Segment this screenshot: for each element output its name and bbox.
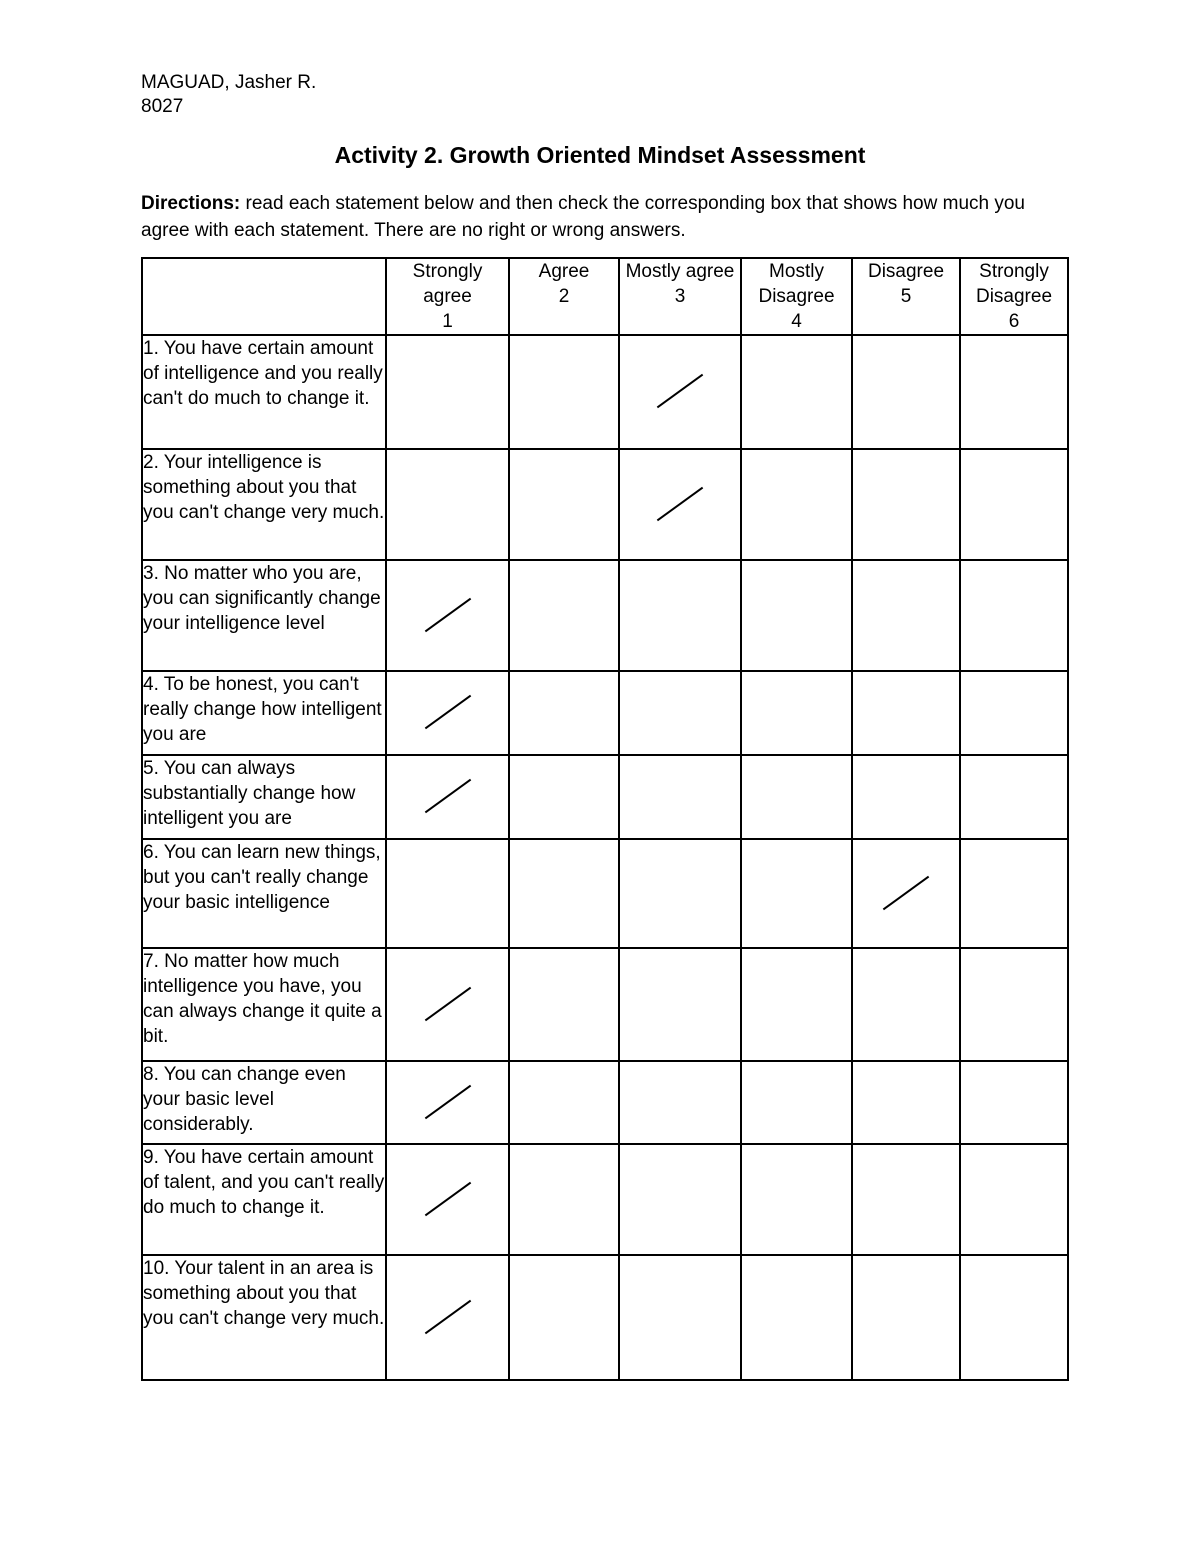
column-header-1 <box>386 258 509 335</box>
answer-box-2[interactable] <box>509 335 619 449</box>
check-mark <box>657 374 703 409</box>
answer-box-1[interactable] <box>386 1061 509 1144</box>
answer-box-1[interactable] <box>386 948 509 1061</box>
check-mark <box>424 695 470 730</box>
column-header-5 <box>852 258 960 335</box>
answer-box-6[interactable] <box>960 839 1068 948</box>
column-label: Agree <box>538 261 590 282</box>
answer-box-5[interactable] <box>852 671 960 755</box>
statement-cell: 6. You can learn new things, but you can't really change your basic intelligence <box>142 839 386 948</box>
check-mark <box>424 986 470 1021</box>
answer-box-2[interactable] <box>509 755 619 839</box>
column-number: 3 <box>674 286 686 307</box>
answer-box-3[interactable] <box>619 449 741 560</box>
answer-box-1[interactable] <box>386 1255 509 1380</box>
answer-box-4[interactable] <box>741 839 852 948</box>
table-row <box>142 335 1068 449</box>
answer-box-3[interactable] <box>619 839 741 948</box>
check-mark <box>657 486 703 521</box>
answer-box-3[interactable] <box>619 1061 741 1144</box>
answer-box-6[interactable] <box>960 335 1068 449</box>
answer-box-3[interactable] <box>619 335 741 449</box>
answer-box-4[interactable] <box>741 560 852 671</box>
corner-cell <box>142 258 386 335</box>
column-header-4 <box>741 258 852 335</box>
answer-box-6[interactable] <box>960 449 1068 560</box>
column-label: Strongly Disagree <box>975 261 1053 307</box>
column-header-3 <box>619 258 741 335</box>
table-row <box>142 1144 1068 1255</box>
assessment-table <box>141 257 1069 1381</box>
directions-label: Directions: <box>141 193 241 214</box>
header-row <box>142 258 1068 335</box>
table-row <box>142 755 1068 839</box>
answer-box-4[interactable] <box>741 1144 852 1255</box>
table-row <box>142 1061 1068 1144</box>
column-label: Disagree <box>867 261 945 282</box>
answer-box-3[interactable] <box>619 560 741 671</box>
statement-cell: 3. No matter who you are, you can significantly change your intelligence level <box>142 560 386 671</box>
statement-cell: 4. To be honest, you can't really change how intelligent you are <box>142 671 386 755</box>
answer-box-5[interactable] <box>852 948 960 1061</box>
statement-cell: 9. You have certain amount of talent, and you can't really do much to change it. <box>142 1144 386 1255</box>
student-info <box>141 71 316 119</box>
table-row <box>142 560 1068 671</box>
answer-box-3[interactable] <box>619 948 741 1061</box>
answer-box-4[interactable] <box>741 948 852 1061</box>
table-row <box>142 839 1068 948</box>
answer-box-6[interactable] <box>960 560 1068 671</box>
statement-cell: 10. Your talent in an area is something about you that you can't change very much. <box>142 1255 386 1380</box>
statement-cell: 7. No matter how much intelligence you have, you can always change it quite a bit. <box>142 948 386 1061</box>
answer-box-1[interactable] <box>386 335 509 449</box>
answer-box-2[interactable] <box>509 839 619 948</box>
answer-box-5[interactable] <box>852 1255 960 1380</box>
table-body <box>142 335 1068 1380</box>
answer-box-3[interactable] <box>619 671 741 755</box>
answer-box-3[interactable] <box>619 1144 741 1255</box>
directions <box>141 190 1071 244</box>
answer-box-1[interactable] <box>386 755 509 839</box>
answer-box-6[interactable] <box>960 948 1068 1061</box>
statement-cell: 1. You have certain amount of intelligence and you really can't do much to change it. <box>142 335 386 449</box>
student-id: 8027 <box>141 96 184 117</box>
check-mark <box>424 1181 470 1216</box>
table-row <box>142 1255 1068 1380</box>
statement-cell: 5. You can always substantially change how intelligent you are <box>142 755 386 839</box>
answer-box-5[interactable] <box>852 755 960 839</box>
answer-box-4[interactable] <box>741 1255 852 1380</box>
column-label: Strongly agree <box>412 261 483 307</box>
column-number: 6 <box>1008 311 1020 332</box>
answer-box-6[interactable] <box>960 755 1068 839</box>
answer-box-3[interactable] <box>619 755 741 839</box>
column-number: 1 <box>442 311 453 332</box>
answer-box-5[interactable] <box>852 560 960 671</box>
table-row <box>142 948 1068 1061</box>
column-header-2 <box>509 258 619 335</box>
answer-box-1[interactable] <box>386 671 509 755</box>
directions-text: read each statement below and then check the corresponding box that shows how much you agree with each statement. There are no right or wrong answers. <box>141 193 1026 241</box>
page-title: Activity 2. Growth Oriented Mindset Assessment <box>334 142 866 168</box>
answer-box-2[interactable] <box>509 1144 619 1255</box>
check-mark <box>424 1299 470 1334</box>
answer-box-6[interactable] <box>960 1061 1068 1144</box>
answer-box-1[interactable] <box>386 449 509 560</box>
answer-box-3[interactable] <box>619 1255 741 1380</box>
check-mark <box>424 779 470 814</box>
answer-box-5[interactable] <box>852 335 960 449</box>
answer-box-4[interactable] <box>741 1061 852 1144</box>
statement-cell: 8. You can change even your basic level considerably. <box>142 1061 386 1144</box>
answer-box-6[interactable] <box>960 1255 1068 1380</box>
answer-box-4[interactable] <box>741 755 852 839</box>
column-number: 2 <box>558 286 570 307</box>
statement-cell: 2. Your intelligence is something about you that you can't change very much. <box>142 449 386 560</box>
answer-box-2[interactable] <box>509 1255 619 1380</box>
column-header-6 <box>960 258 1068 335</box>
answer-box-2[interactable] <box>509 1061 619 1144</box>
answer-box-6[interactable] <box>960 671 1068 755</box>
answer-box-4[interactable] <box>741 335 852 449</box>
answer-box-4[interactable] <box>741 449 852 560</box>
answer-box-1[interactable] <box>386 560 509 671</box>
answer-box-2[interactable] <box>509 948 619 1061</box>
answer-box-2[interactable] <box>509 449 619 560</box>
answer-box-2[interactable] <box>509 560 619 671</box>
column-number: 4 <box>791 311 802 332</box>
column-label: Mostly agree <box>625 261 735 282</box>
check-mark <box>883 875 929 910</box>
answer-box-2[interactable] <box>509 671 619 755</box>
check-mark <box>424 597 470 632</box>
check-mark <box>424 1084 470 1119</box>
column-number: 5 <box>900 286 912 307</box>
answer-box-6[interactable] <box>960 1144 1068 1255</box>
answer-box-5[interactable] <box>852 1144 960 1255</box>
answer-box-5[interactable] <box>852 839 960 948</box>
answer-box-5[interactable] <box>852 449 960 560</box>
column-label: Mostly Disagree <box>758 261 835 307</box>
answer-box-1[interactable] <box>386 1144 509 1255</box>
student-name: MAGUAD, Jasher R. <box>141 72 317 93</box>
table-row <box>142 671 1068 755</box>
answer-box-1[interactable] <box>386 839 509 948</box>
table-row <box>142 449 1068 560</box>
answer-box-4[interactable] <box>741 671 852 755</box>
answer-box-5[interactable] <box>852 1061 960 1144</box>
